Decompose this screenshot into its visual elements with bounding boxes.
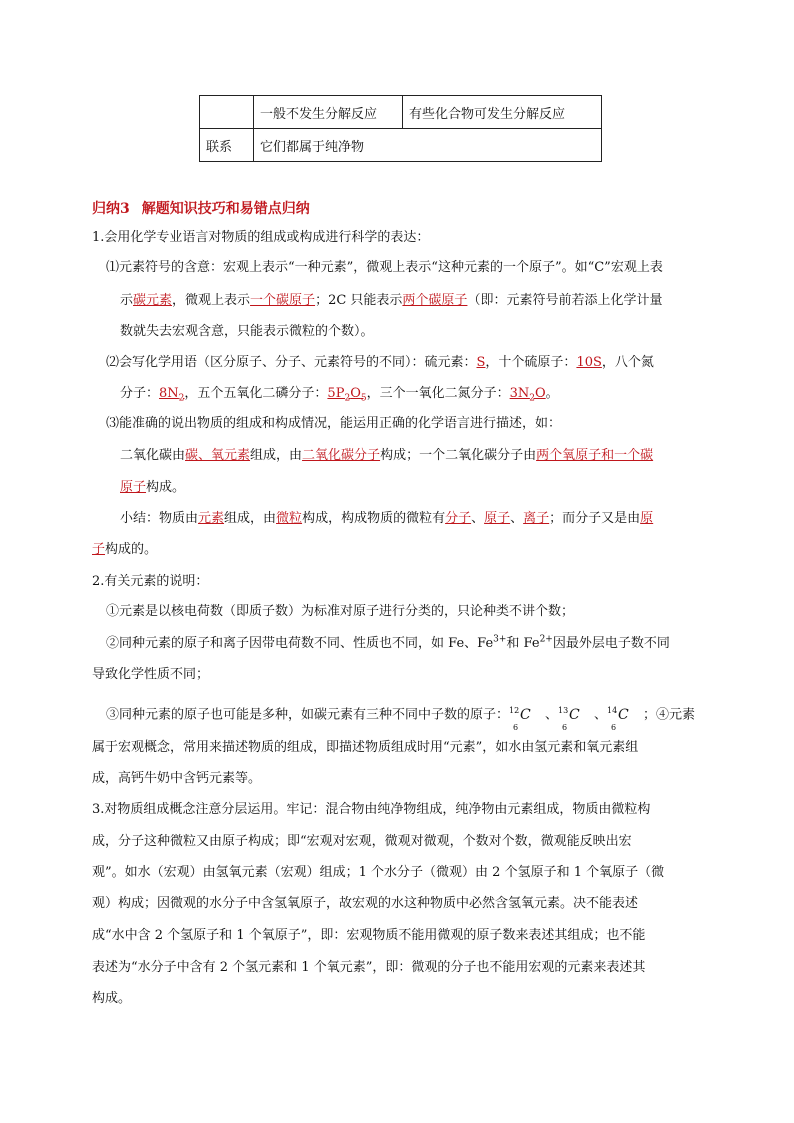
- table-cell: 联系: [200, 129, 254, 162]
- answer-underline: 两个氧原子和一个碳: [536, 448, 654, 463]
- s3-line-6: 表述为“水分子中含有 2 个氢元素和 1 个氧元素”，即：微观的分子也不能用宏观的元素来表述其: [92, 960, 646, 975]
- p2-line-b: 分子：$8N_2$，五个五氧化二磷分子：$5P_2O_5$，三个一氧化二氮分子：$3N_2O$。: [120, 386, 559, 404]
- s2-item-2-line-a: ②同种元素的原子和离子因带电荷数不同、性质也不同，如 Fe、$Fe^{3+}$和 $Fe^{2+}$因最外层电子数不同: [106, 634, 670, 651]
- answer-underline: 10S: [576, 355, 602, 370]
- answer-underline: 二氧化碳分子: [302, 448, 381, 463]
- p3-line-c: 原子构成。: [120, 480, 186, 495]
- s2-item-3-line-c: 成，高钙牛奶中含钙元素等。: [92, 771, 262, 786]
- p1-line-c: 数就失去宏观含意，只能表示微粒的个数）。: [120, 324, 374, 339]
- answer-underline: 原子: [484, 511, 511, 526]
- table-cell: 有些化合物可发生分解反应: [403, 96, 602, 129]
- table-row: [200, 96, 602, 129]
- p1-line-b: 示碳元素，微观上表示一个碳原子；2C 只能表示两个碳原子（即：元素符号前若添上化学计量: [120, 293, 663, 308]
- section-1-title: 1.会用化学专业语言对物质的组成或构成进行科学的表达：: [92, 230, 430, 245]
- comparison-table: [199, 95, 602, 162]
- answer-underline: $3N_2O$: [509, 386, 546, 404]
- answer-underline: $5P_2O_5$: [327, 386, 367, 404]
- answer-underline: 离子: [523, 511, 550, 526]
- answer-underline: 两个碳原子: [402, 293, 468, 308]
- table-cell: 它们都属于纯净物: [254, 129, 602, 162]
- isotope-c14: 14 6 C: [607, 706, 629, 732]
- s2-item-1: ①元素是以核电荷数（即质子数）为标准对原子进行分类的，只论种类不讲个数；: [106, 604, 575, 619]
- s2-item-2-line-b: 导致化学性质不同；: [92, 667, 210, 682]
- answer-underline: S: [476, 355, 486, 370]
- p1-line-a: ⑴元素符号的含意：宏观上表示“一种元素”，微观上表示“这种元素的一个原子”。如“C”宏观上表: [106, 260, 663, 275]
- summary-line-b: 子构成的。: [92, 542, 158, 557]
- section-heading: [92, 198, 310, 218]
- s3-line-4: 观）构成；因微观的水分子中含氢氧原子，故宏观的水这种物质中必然含氢氧元素。决不能表述: [92, 896, 639, 911]
- answer-underline: 碳、氧元素: [185, 448, 251, 463]
- answer-underline: 微粒: [276, 511, 303, 526]
- heading-title: 解题知识技巧和易错点归纳: [141, 201, 310, 217]
- isotope-c13: 13 6 C: [558, 706, 580, 732]
- answer-underline: 原子: [120, 480, 147, 495]
- table-row: [200, 129, 602, 162]
- answer-underline: 碳元素: [133, 293, 173, 308]
- table-cell: 一般不发生分解反应: [254, 96, 403, 129]
- s3-line-5: 成“水中含 2 个氢原子和 1 个氧原子”，即：宏观物质不能用微观的原子数来表述其组成；也不能: [92, 928, 646, 943]
- s3-line-1: 3.对物质组成概念注意分层运用。牢记：混合物由纯净物组成，纯净物由元素组成，物质由微粒构: [92, 802, 651, 817]
- s2-item-3-line-b: 属于宏观概念，常用来描述物质的组成，即描述物质组成时用“元素”，如水由氢元素和氧元素组: [92, 740, 639, 755]
- answer-underline: 分子: [445, 511, 472, 526]
- answer-underline: 一个碳原子: [250, 293, 316, 308]
- p3-line-a: ⑶能准确的说出物质的组成和构成情况，能运用正确的化学语言进行描述，如：: [106, 416, 562, 431]
- p2-line-a: ⑵会写化学用语（区分原子、分子、元素符号的不同）：硫元素：S，十个硫原子：10S，八个氮: [106, 355, 654, 370]
- p3-line-b: 二氧化碳由碳、氧元素组成，由二氧化碳分子构成；一个二氧化碳分子由两个氧原子和一个碳: [120, 448, 654, 463]
- summary-line-a: 小结：物质由元素组成，由微粒构成，构成物质的微粒有分子、原子、离子；而分子又是由原: [120, 511, 654, 526]
- heading-number: 归纳3: [92, 201, 130, 217]
- section-2-title: 2.有关元素的说明：: [92, 574, 209, 589]
- answer-underline: 元素: [198, 511, 225, 526]
- s2-item-3-line-a: ③同种元素的原子也可能是多种，如碳元素有三种不同中子数的原子： 12 6 C 、 13 6 C 、 14 6 C ；④元素: [106, 706, 696, 732]
- answer-underline: $8N_2$: [159, 386, 185, 404]
- isotope-c12: 12 6 C: [509, 706, 531, 732]
- s3-line-7: 构成。: [92, 991, 132, 1006]
- answer-underline: 子: [92, 542, 106, 557]
- answer-underline: 原: [640, 511, 654, 526]
- table-cell: [200, 96, 254, 129]
- s3-line-2: 成，分子这种微粒又由原子构成；即“宏观对宏观，微观对微观，个数对个数，微观能反映出宏: [92, 834, 632, 849]
- s3-line-3: 观”。如水（宏观）由氢氧元素（宏观）组成；1 个水分子（微观）由 2 个氢原子和 1 个氧原子（微: [92, 865, 665, 880]
